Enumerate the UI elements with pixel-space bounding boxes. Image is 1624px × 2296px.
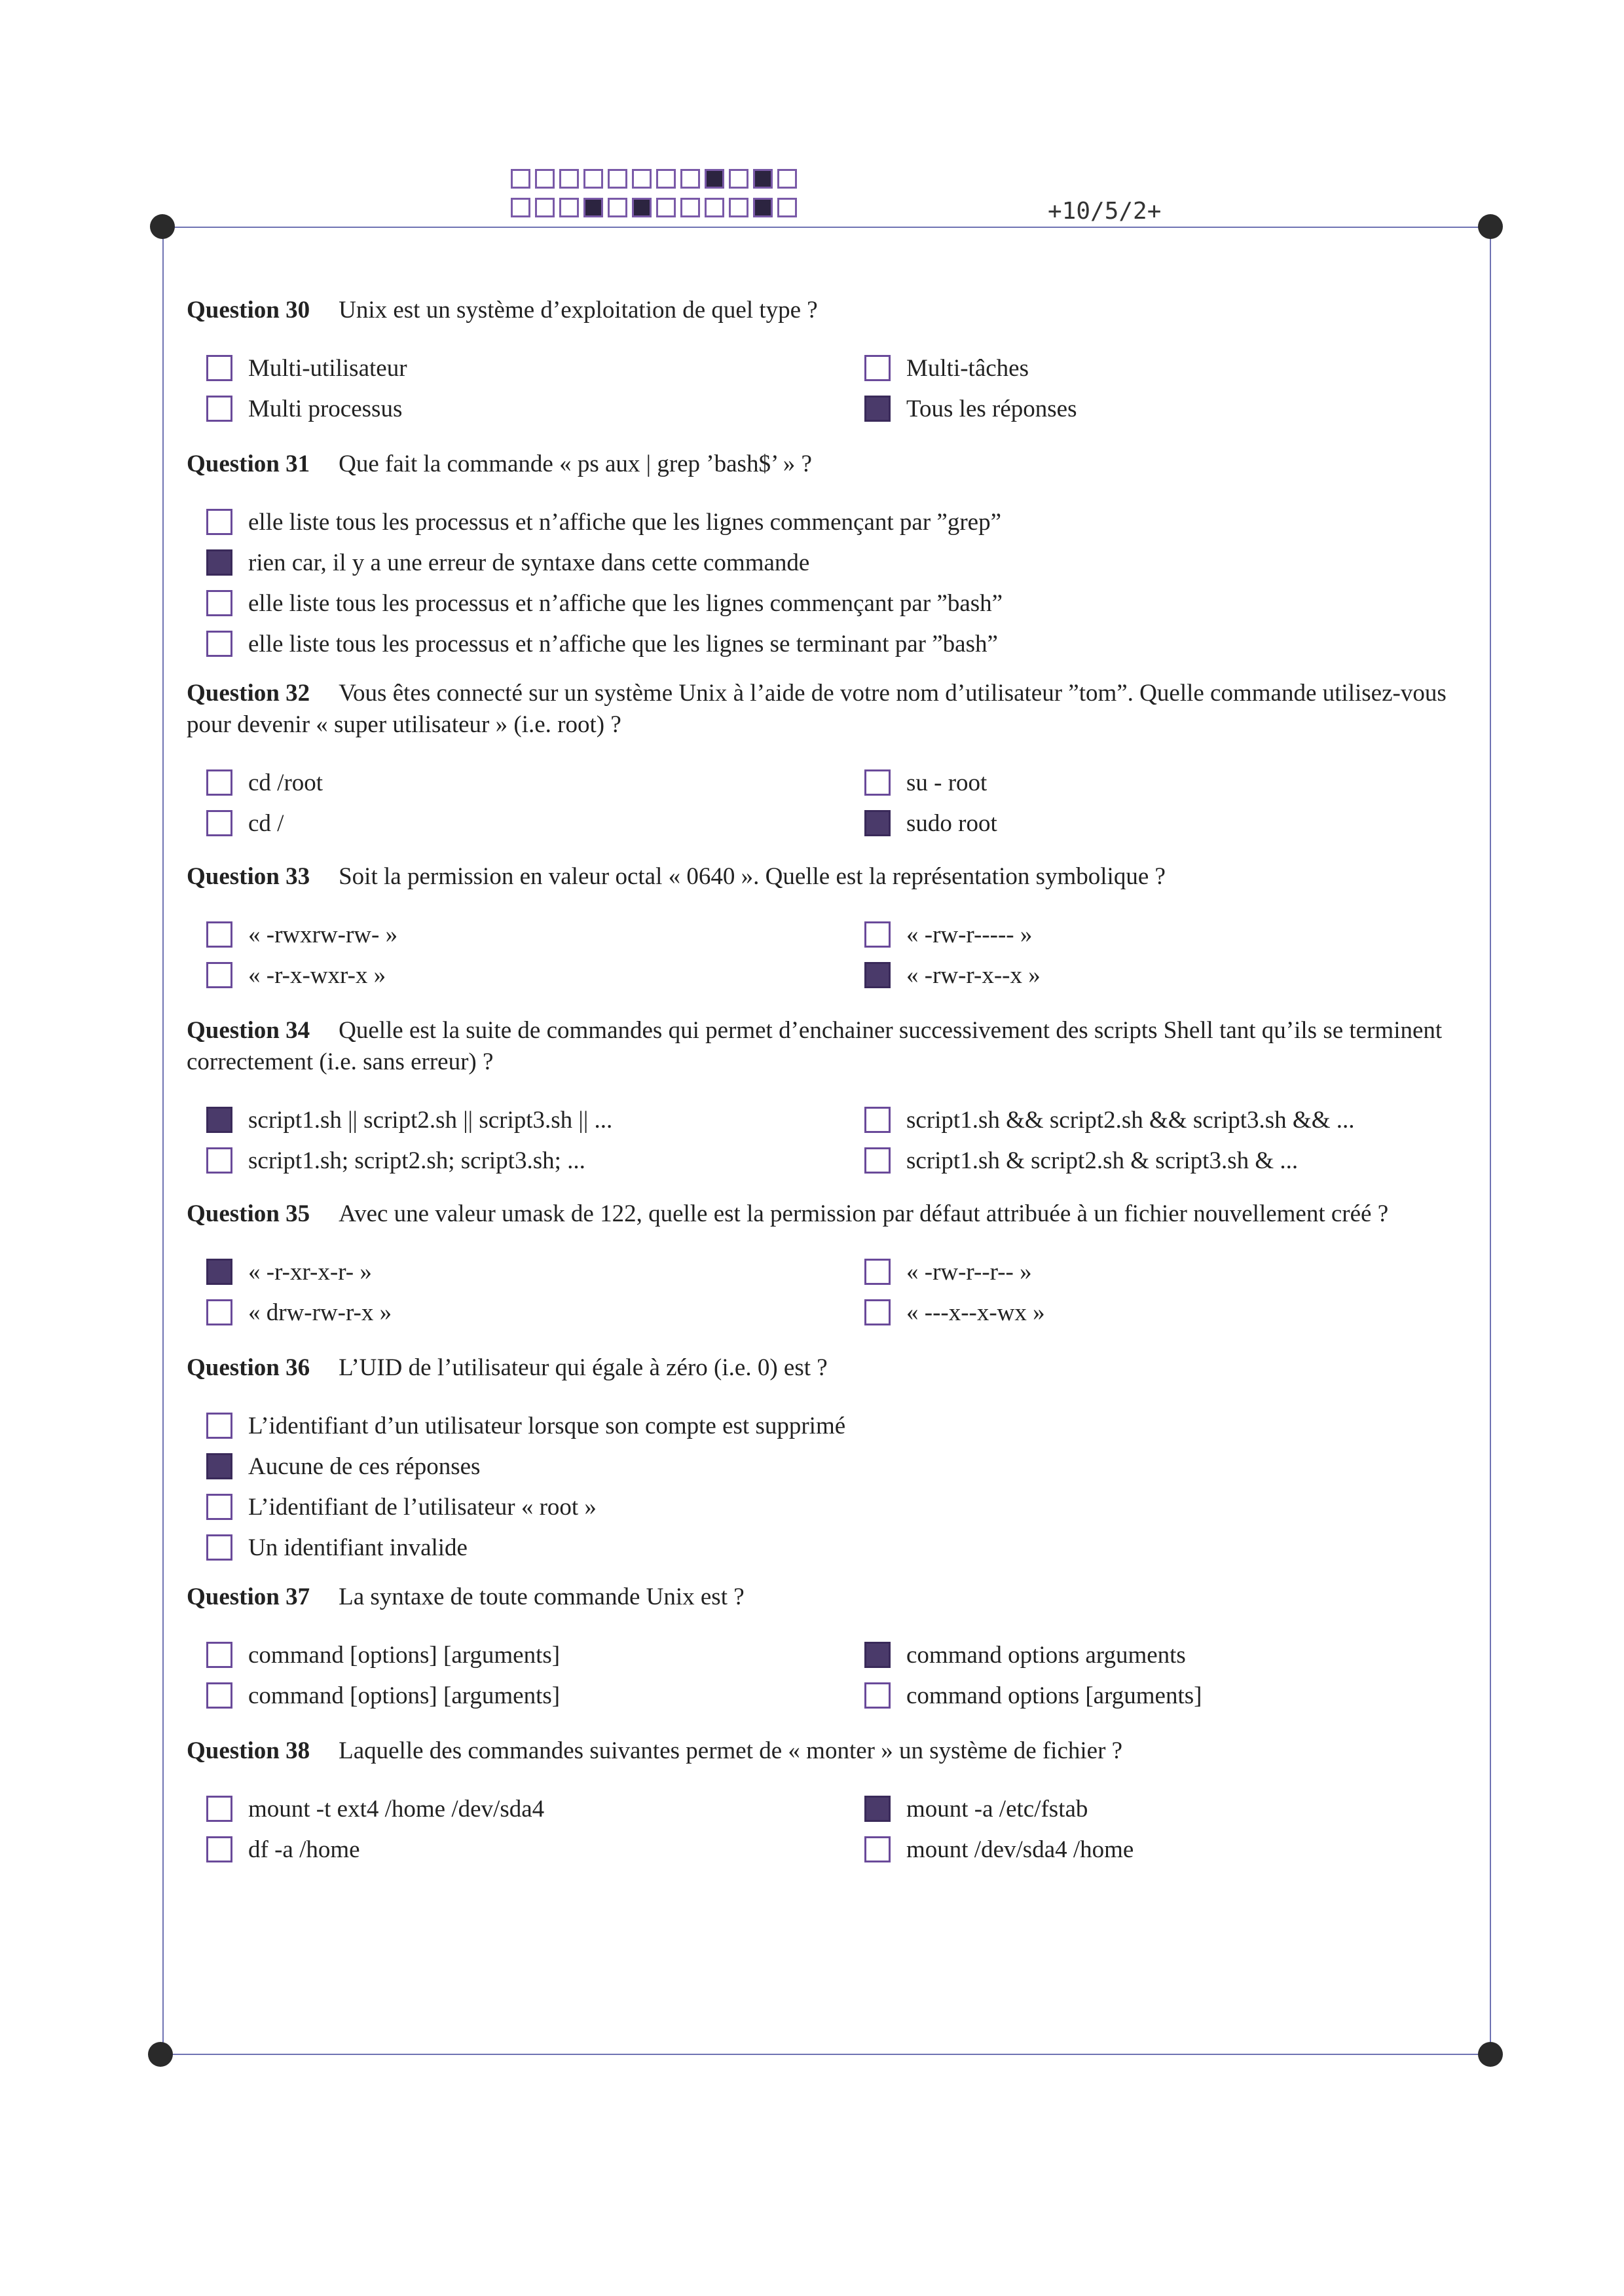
corner-marker-top-left: [150, 214, 175, 239]
option-label: Multi-utilisateur: [248, 354, 407, 382]
answer-option[interactable]: [206, 1793, 544, 1824]
option-label: « -rw-r--r-- »: [906, 1258, 1032, 1286]
answer-option[interactable]: [864, 1680, 1202, 1711]
checkbox-checked[interactable]: [206, 1107, 232, 1133]
code-row: [511, 169, 802, 189]
option-label: elle liste tous les processus et n’affiche que les lignes se terminant par ”bash”: [248, 630, 998, 657]
option-label: script1.sh || script2.sh || script3.sh || ...: [248, 1106, 613, 1134]
checkbox[interactable]: [206, 1147, 232, 1174]
answer-option[interactable]: [206, 1145, 585, 1176]
option-label: Multi processus: [248, 395, 403, 422]
answer-option[interactable]: [206, 587, 1003, 619]
question-number: Question 36: [187, 1354, 310, 1381]
answer-option[interactable]: [206, 1451, 480, 1482]
option-label: « -rw-r----- »: [906, 921, 1033, 948]
checkbox[interactable]: [864, 1107, 891, 1133]
answer-option[interactable]: [206, 1297, 392, 1328]
code-cell: [680, 198, 700, 217]
corner-marker-bottom-right: [1478, 2042, 1503, 2067]
option-label: Aucune de ces réponses: [248, 1453, 481, 1480]
checkbox-checked[interactable]: [206, 1453, 232, 1479]
code-cell: [632, 198, 652, 217]
answer-option[interactable]: [206, 547, 809, 578]
option-label: cd /: [248, 809, 284, 837]
answer-option[interactable]: [206, 1410, 845, 1441]
option-label: rien car, il y a une erreur de syntaxe dans cette commande: [248, 549, 810, 576]
answer-option[interactable]: [864, 1297, 1045, 1328]
checkbox[interactable]: [206, 1299, 232, 1325]
option-label: command options [arguments]: [906, 1682, 1202, 1709]
answer-option[interactable]: [864, 393, 1077, 424]
option-label: Un identifiant invalide: [248, 1534, 468, 1561]
question-number: Question 31: [187, 451, 310, 477]
answer-option[interactable]: [206, 1639, 560, 1671]
code-cell: [777, 169, 797, 189]
checkbox-checked[interactable]: [864, 810, 891, 836]
answer-option[interactable]: [206, 1680, 560, 1711]
checkbox[interactable]: [206, 769, 232, 796]
answer-option[interactable]: [864, 1834, 1134, 1865]
question-text: La syntaxe de toute commande Unix est ?: [339, 1583, 745, 1610]
checkbox[interactable]: [206, 921, 232, 948]
code-row: [511, 198, 802, 217]
answer-option[interactable]: [206, 767, 323, 798]
code-cell: [583, 198, 603, 217]
answer-option[interactable]: [864, 1793, 1088, 1824]
option-label: « -r-xr-x-r- »: [248, 1258, 372, 1286]
question: [187, 1015, 1477, 1078]
checkbox[interactable]: [864, 1259, 891, 1285]
checkbox-checked[interactable]: [864, 1642, 891, 1668]
answer-option[interactable]: [864, 807, 997, 839]
checkbox-checked[interactable]: [864, 962, 891, 988]
option-label: « -rwxrw-rw- »: [248, 921, 398, 948]
question-number: Question 30: [187, 297, 310, 324]
page-id: +10/5/2+: [1048, 198, 1162, 225]
checkbox[interactable]: [206, 631, 232, 657]
answer-option[interactable]: [206, 1834, 360, 1865]
option-label: Multi-tâches: [906, 354, 1029, 382]
code-cell: [583, 169, 603, 189]
question: [187, 1352, 1477, 1384]
answer-option[interactable]: [864, 1256, 1032, 1287]
frame-bottom-line: [160, 2054, 1490, 2055]
checkbox[interactable]: [206, 1534, 232, 1561]
option-label: command [options] [arguments]: [248, 1641, 561, 1669]
question-text: Vous êtes connecté sur un système Unix à l’aide de votre nom d’utilisateur ”tom”. Quelle commande utilisez-vous pour devenir « super utilisateur » (i.e. root) ?: [187, 680, 1447, 738]
option-label: « ---x--x-wx »: [906, 1299, 1045, 1326]
option-label: L’identifiant d’un utilisateur lorsque son compte est supprimé: [248, 1412, 846, 1439]
answer-option[interactable]: [206, 352, 407, 384]
checkbox-checked[interactable]: [206, 549, 232, 576]
question-text: Que fait la commande « ps aux | grep ’bash$’ » ?: [339, 451, 812, 477]
answer-option[interactable]: [206, 1491, 597, 1523]
code-cell: [608, 169, 627, 189]
question-text: Unix est un système d’exploitation de quel type ?: [339, 297, 818, 324]
answer-option[interactable]: [864, 1104, 1354, 1136]
code-cell: [777, 198, 797, 217]
checkbox[interactable]: [206, 1796, 232, 1822]
code-cell: [705, 198, 724, 217]
code-cell: [559, 198, 579, 217]
question: [187, 861, 1477, 893]
question-text: Quelle est la suite de commandes qui permet d’enchainer successivement des scripts Shell tant qu’ils se terminent correctement (i.e. sans erreur) ?: [187, 1017, 1443, 1075]
question-number: Question 34: [187, 1017, 310, 1044]
question-number: Question 37: [187, 1583, 310, 1610]
answer-option[interactable]: [864, 959, 1041, 991]
code-cell: [753, 198, 773, 217]
option-label: mount -a /etc/fstab: [906, 1795, 1088, 1823]
frame-top-line: [164, 227, 1490, 228]
answer-option[interactable]: [206, 807, 284, 839]
question: [187, 1735, 1477, 1767]
option-label: cd /root: [248, 769, 323, 796]
checkbox[interactable]: [206, 396, 232, 422]
code-cell: [535, 169, 555, 189]
corner-marker-top-right: [1478, 214, 1503, 239]
frame-right-line: [1490, 227, 1491, 2055]
code-cell: [656, 198, 676, 217]
code-cell: [729, 198, 748, 217]
option-label: su - root: [906, 769, 987, 796]
option-label: « -r-x-wxr-x »: [248, 961, 386, 989]
option-label: « drw-rw-r-x »: [248, 1299, 392, 1326]
question: [187, 678, 1477, 741]
checkbox[interactable]: [206, 1413, 232, 1439]
checkbox-checked[interactable]: [864, 396, 891, 422]
answer-option[interactable]: [206, 506, 1001, 538]
code-cell: [632, 169, 652, 189]
checkbox[interactable]: [864, 921, 891, 948]
code-cell: [729, 169, 748, 189]
checkbox[interactable]: [206, 590, 232, 616]
answer-option[interactable]: [864, 919, 1032, 950]
code-cell: [511, 169, 530, 189]
code-cell: [511, 198, 530, 217]
option-label: Tous les réponses: [906, 395, 1077, 422]
answer-option[interactable]: [206, 919, 397, 950]
option-label: command [options] [arguments]: [248, 1682, 561, 1709]
checkbox[interactable]: [206, 1494, 232, 1520]
option-label: script1.sh & script2.sh & script3.sh & ...: [906, 1147, 1299, 1174]
checkbox[interactable]: [206, 355, 232, 381]
answer-option[interactable]: [206, 1256, 372, 1287]
question-number: Question 38: [187, 1737, 310, 1764]
checkbox[interactable]: [206, 1836, 232, 1862]
option-label: mount -t ext4 /home /dev/sda4: [248, 1795, 545, 1823]
checkbox-checked[interactable]: [206, 1259, 232, 1285]
checkbox-checked[interactable]: [864, 1796, 891, 1822]
question: [187, 295, 1477, 326]
option-label: elle liste tous les processus et n’affiche que les lignes commençant par ”grep”: [248, 508, 1002, 536]
option-label: elle liste tous les processus et n’affiche que les lignes commençant par ”bash”: [248, 589, 1003, 617]
question-number: Question 35: [187, 1200, 310, 1227]
checkbox[interactable]: [864, 1299, 891, 1325]
question-text: L’UID de l’utilisateur qui égale à zéro (i.e. 0) est ?: [339, 1354, 828, 1381]
code-cell: [753, 169, 773, 189]
question-text: Avec une valeur umask de 122, quelle est la permission par défaut attribuée à un fichier nouvellement créé ?: [339, 1200, 1389, 1227]
answer-option[interactable]: [206, 628, 998, 659]
question-text: Soit la permission en valeur octal « 0640 ». Quelle est la représentation symbolique ?: [339, 863, 1166, 890]
option-label: df -a /home: [248, 1836, 360, 1863]
code-cell: [656, 169, 676, 189]
checkbox[interactable]: [206, 1682, 232, 1709]
answer-option[interactable]: [864, 1145, 1298, 1176]
checkbox[interactable]: [206, 509, 232, 535]
option-label: « -rw-r-x--x »: [906, 961, 1041, 989]
question-number: Question 32: [187, 680, 310, 707]
option-label: mount /dev/sda4 /home: [906, 1836, 1134, 1863]
question: [187, 449, 1477, 480]
code-cell: [535, 198, 555, 217]
checkbox[interactable]: [864, 1147, 891, 1174]
answer-option[interactable]: [206, 1532, 468, 1563]
code-cell: [705, 169, 724, 189]
checkbox[interactable]: [206, 962, 232, 988]
checkbox[interactable]: [864, 1682, 891, 1709]
checkbox[interactable]: [864, 769, 891, 796]
option-label: script1.sh; script2.sh; script3.sh; ...: [248, 1147, 585, 1174]
corner-marker-bottom-left: [148, 2042, 173, 2067]
answer-option[interactable]: [206, 393, 402, 424]
checkbox[interactable]: [864, 1836, 891, 1862]
checkbox[interactable]: [206, 810, 232, 836]
question-text: Laquelle des commandes suivantes permet de « monter » un système de fichier ?: [339, 1737, 1123, 1764]
option-label: script1.sh && script2.sh && script3.sh && ...: [906, 1106, 1355, 1134]
answer-option[interactable]: [206, 1104, 612, 1136]
code-cell: [680, 169, 700, 189]
answer-option[interactable]: [864, 767, 987, 798]
question: [187, 1198, 1477, 1230]
checkbox[interactable]: [864, 355, 891, 381]
code-cell: [559, 169, 579, 189]
option-label: sudo root: [906, 809, 997, 837]
checkbox[interactable]: [206, 1642, 232, 1668]
option-label: L’identifiant de l’utilisateur « root »: [248, 1493, 597, 1521]
option-label: command options arguments: [906, 1641, 1186, 1669]
answer-option[interactable]: [864, 1639, 1186, 1671]
answer-option[interactable]: [206, 959, 386, 991]
frame-left-line: [162, 227, 164, 2055]
code-cell: [608, 198, 627, 217]
answer-option[interactable]: [864, 352, 1029, 384]
question: [187, 1582, 1477, 1613]
question-number: Question 33: [187, 863, 310, 890]
